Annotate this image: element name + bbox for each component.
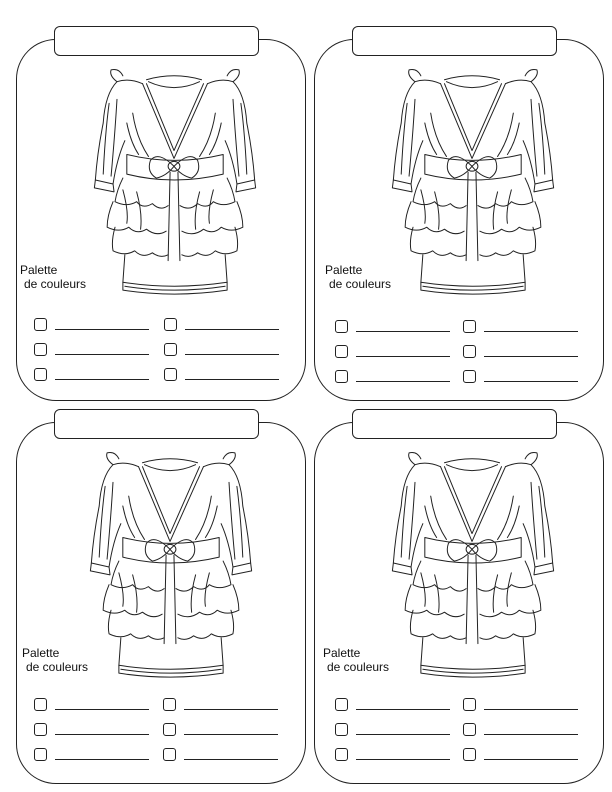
swatch-slot[interactable] — [463, 320, 583, 336]
palette-label — [325, 263, 435, 291]
swatch-box[interactable] — [463, 320, 476, 333]
swatch-line[interactable] — [55, 734, 149, 735]
swatch-line[interactable] — [185, 379, 279, 380]
swatch-box[interactable] — [463, 748, 476, 761]
swatch-slot[interactable] — [463, 370, 583, 386]
palette-label-line2: de couleurs — [26, 660, 89, 674]
name-field[interactable] — [54, 409, 259, 439]
swatch-slot[interactable] — [163, 698, 283, 714]
swatch-box[interactable] — [335, 698, 348, 711]
swatch-line[interactable] — [184, 759, 278, 760]
swatch-line[interactable] — [356, 381, 450, 382]
swatch-slot[interactable] — [463, 698, 583, 714]
swatch-slot[interactable] — [163, 723, 283, 739]
swatch-box[interactable] — [335, 370, 348, 383]
swatch-line[interactable] — [484, 381, 578, 382]
swatch-box[interactable] — [163, 698, 176, 711]
swatch-box[interactable] — [335, 345, 348, 358]
swatch-slot[interactable] — [463, 723, 583, 739]
swatch-line[interactable] — [484, 759, 578, 760]
swatch-line[interactable] — [55, 354, 149, 355]
name-field[interactable] — [54, 26, 259, 56]
worksheet-card-4 — [314, 422, 604, 784]
swatch-box[interactable] — [164, 343, 177, 356]
palette-label-line1: Palette — [323, 646, 361, 660]
swatch-line[interactable] — [356, 759, 450, 760]
swatch-slot[interactable] — [335, 748, 455, 764]
swatch-slot[interactable] — [463, 345, 583, 361]
swatch-line[interactable] — [55, 709, 149, 710]
swatch-slot[interactable] — [463, 748, 583, 764]
swatch-box[interactable] — [463, 345, 476, 358]
swatch-slot[interactable] — [34, 343, 154, 359]
swatch-slot[interactable] — [164, 318, 284, 334]
swatch-line[interactable] — [185, 329, 279, 330]
worksheet-card-2 — [314, 39, 604, 401]
worksheet-card-3 — [16, 422, 306, 784]
swatch-slot[interactable] — [34, 748, 154, 764]
swatch-box[interactable] — [163, 748, 176, 761]
worksheet-card-1 — [16, 39, 306, 401]
swatch-slot[interactable] — [164, 343, 284, 359]
palette-label-line2: de couleurs — [24, 277, 87, 291]
swatch-row — [335, 320, 595, 336]
name-field[interactable] — [352, 26, 557, 56]
swatch-box[interactable] — [34, 748, 47, 761]
swatch-line[interactable] — [484, 709, 578, 710]
palette-label-line1: Palette — [325, 263, 363, 277]
swatch-row — [34, 368, 294, 384]
swatch-box[interactable] — [463, 698, 476, 711]
swatch-row — [34, 748, 294, 764]
swatch-slot[interactable] — [34, 723, 154, 739]
swatch-slot[interactable] — [34, 318, 154, 334]
swatch-row — [34, 318, 294, 334]
swatch-box[interactable] — [463, 723, 476, 736]
swatch-line[interactable] — [356, 734, 450, 735]
swatch-box[interactable] — [335, 723, 348, 736]
swatch-slot[interactable] — [335, 698, 455, 714]
swatch-slot[interactable] — [34, 698, 154, 714]
swatch-box[interactable] — [164, 368, 177, 381]
swatch-box[interactable] — [463, 370, 476, 383]
swatch-line[interactable] — [184, 709, 278, 710]
swatch-line[interactable] — [55, 759, 149, 760]
swatch-line[interactable] — [484, 734, 578, 735]
swatch-row — [335, 698, 595, 714]
palette-label — [20, 263, 130, 291]
swatch-box[interactable] — [34, 723, 47, 736]
swatch-box[interactable] — [335, 748, 348, 761]
palette-label-line2: de couleurs — [327, 660, 390, 674]
swatch-slot[interactable] — [34, 368, 154, 384]
swatch-line[interactable] — [356, 331, 450, 332]
swatch-box[interactable] — [335, 320, 348, 333]
swatch-line[interactable] — [484, 356, 578, 357]
swatch-row — [335, 345, 595, 361]
swatch-slot[interactable] — [163, 748, 283, 764]
swatch-row — [335, 723, 595, 739]
swatch-slot[interactable] — [335, 370, 455, 386]
swatch-line[interactable] — [55, 329, 149, 330]
swatch-slot[interactable] — [335, 320, 455, 336]
swatch-box[interactable] — [34, 698, 47, 711]
swatch-line[interactable] — [356, 356, 450, 357]
swatch-row — [335, 748, 595, 764]
swatch-box[interactable] — [34, 368, 47, 381]
swatch-row — [34, 723, 294, 739]
swatch-line[interactable] — [484, 331, 578, 332]
swatch-slot[interactable] — [335, 723, 455, 739]
palette-label — [323, 646, 433, 674]
swatch-row — [34, 343, 294, 359]
palette-label-line2: de couleurs — [329, 277, 392, 291]
name-field[interactable] — [352, 409, 557, 439]
swatch-row — [335, 370, 595, 386]
swatch-slot[interactable] — [164, 368, 284, 384]
swatch-box[interactable] — [34, 318, 47, 331]
swatch-box[interactable] — [164, 318, 177, 331]
swatch-slot[interactable] — [335, 345, 455, 361]
palette-label — [22, 646, 132, 674]
swatch-line[interactable] — [184, 734, 278, 735]
swatch-line[interactable] — [185, 354, 279, 355]
palette-label-line1: Palette — [20, 263, 58, 277]
swatch-box[interactable] — [34, 343, 47, 356]
swatch-row — [34, 698, 294, 714]
swatch-line[interactable] — [55, 379, 149, 380]
palette-label-line1: Palette — [22, 646, 60, 660]
swatch-line[interactable] — [356, 709, 450, 710]
swatch-box[interactable] — [163, 723, 176, 736]
